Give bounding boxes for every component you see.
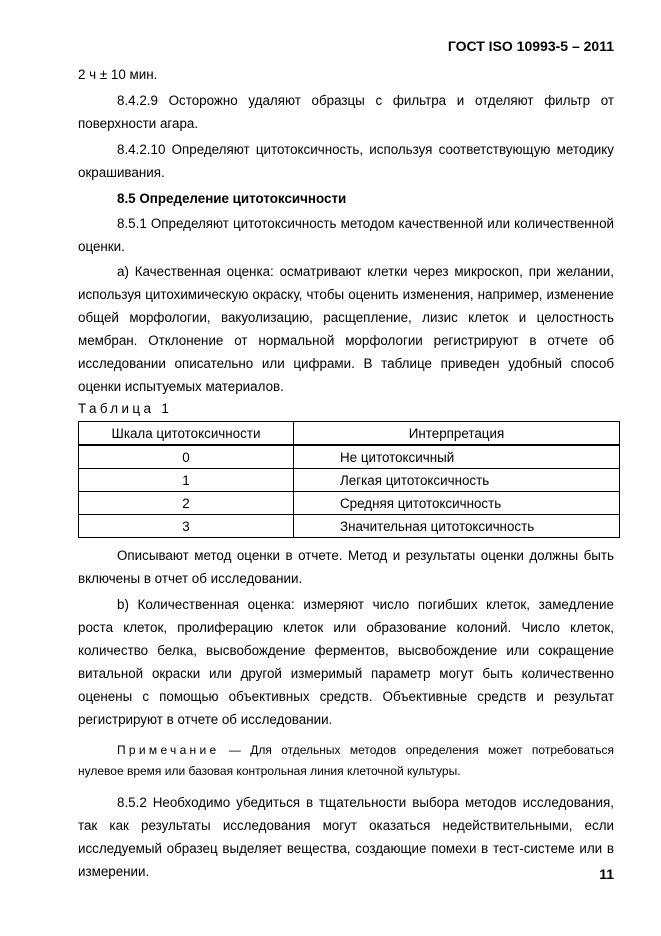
page-number: 11 — [599, 866, 614, 882]
section-heading: 8.5 Определение цитотоксичности — [117, 191, 347, 206]
paragraph-method-report: Описывают метод оценки в отчете. Метод и результаты оценки должны быть включены в отчет об исследовании. — [78, 548, 614, 586]
document-header: ГОСТ ISO 10993-5 – 2011 — [447, 38, 614, 54]
note — [78, 740, 614, 782]
document-body — [78, 63, 614, 883]
table-cell-interpretation: Средняя цитотоксичность — [294, 492, 620, 515]
cytotoxicity-table — [78, 421, 620, 538]
paragraph-8-5-2: 8.5.2 Необходимо убедиться в тщательности выбора методов исследования, так как результаты исследования могут оказаться недействительными, если исследуемый образец выделяет вещества, создающие помехи в тест-системе или в измерении. — [78, 795, 614, 879]
table-row — [79, 469, 620, 492]
paragraph-quantitative: b) Количественная оценка: измеряют число погибших клеток, замедление роста клеток, пролиферацию клеток или образование колоний. Число клеток, количество белка, высвобождение ферментов, высвобождение или сокращение витальной окраски или другой измеримый параметр могут быть количественно оценены с помощью объективных средств. Объективные средств и результат регистрируют в отчете об исследовании. — [78, 597, 614, 727]
table-caption: Таблица 1 — [78, 401, 173, 416]
table-cell-interpretation: Не цитотоксичный — [294, 445, 620, 469]
paragraph-qualitative: а) Качественная оценка: осматривают клетки через микроскоп, при желании, используя цитохимическую окраску, чтобы оценить изменения, например, изменение общей морфологии, вакуолизацию, расщепление, лизис клеток и целостность мембран. Отклонение от нормальной морфологии регистрируют в отчете об исследовании описательно или цифрами. В таблице приведен удобный способ оценки испытуемых материалов. — [78, 264, 614, 394]
note-text: — Для отдельных методов определения может потребоваться нулевое время или базовая контрольная линия клеточной культуры. — [78, 743, 614, 778]
paragraph-8-5-1: 8.5.1 Определяют цитотоксичность методом качественной или количественной оценки. — [78, 216, 614, 254]
paragraph-8-4-2-9: 8.4.2.9 Осторожно удаляют образцы с фильтра и отделяют фильтр от поверхности агара. — [78, 93, 614, 131]
note-label: Примечание — [117, 743, 220, 757]
table-header-cell: Шкала цитотоксичности — [79, 422, 294, 446]
table-header-cell: Интерпретация — [294, 422, 620, 446]
table-row — [79, 515, 620, 538]
table-row — [79, 445, 620, 469]
table-cell-grade: 3 — [79, 515, 294, 538]
table-cell-interpretation: Значительная цитотоксичность — [294, 515, 620, 538]
table-header-row — [79, 422, 620, 446]
table-cell-grade: 2 — [79, 492, 294, 515]
table-row — [79, 492, 620, 515]
table-cell-grade: 0 — [79, 445, 294, 469]
paragraph-8-4-2-10: 8.4.2.10 Определяют цитотоксичность, используя соответствующую методику окрашивания. — [78, 142, 614, 180]
table-cell-interpretation: Легкая цитотоксичность — [294, 469, 620, 492]
paragraph-continuation: 2 ч ± 10 мин. — [78, 67, 158, 82]
table-cell-grade: 1 — [79, 469, 294, 492]
